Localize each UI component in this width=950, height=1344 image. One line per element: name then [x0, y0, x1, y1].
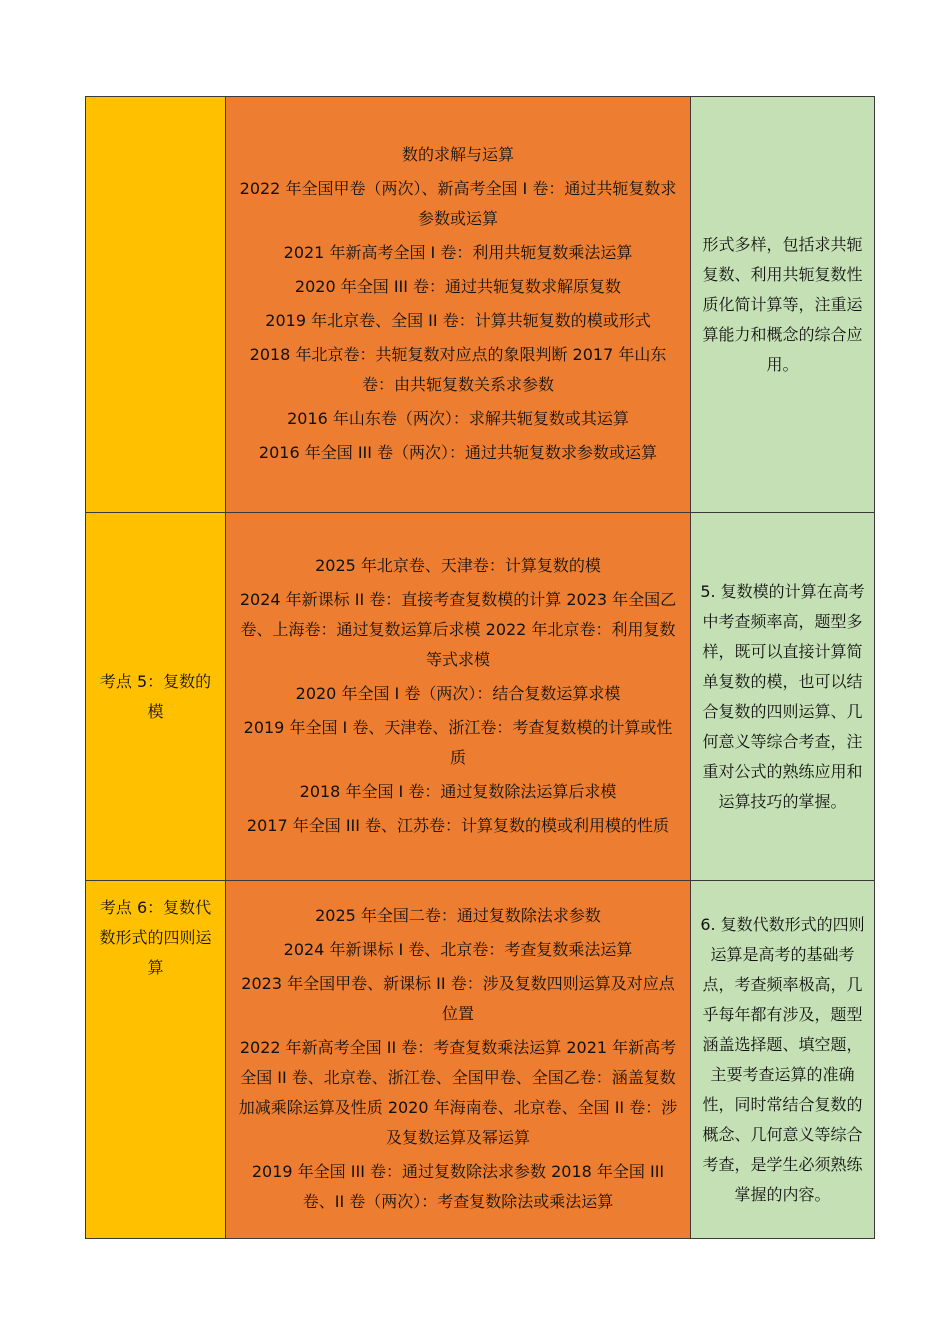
exam-item: 2016 年山东卷（两次）：求解共轭复数或其运算	[287, 408, 629, 428]
exam-item: 数的求解与运算	[401, 144, 514, 164]
analysis-text: 5. 复数模的计算在高考中考查频率高，题型多样，既可以直接计算简单复数的模，也可以结合复数的四则运算、几何意义等综合考查，注重对公式的熟练应用和运算技巧的掌握。	[700, 581, 865, 811]
exam-item: 2024 年新课标 II 卷：直接考查复数模的计算 2023 年全国乙卷、上海卷：通过复数运算后求模 2022 年北京卷：利用复数等式求模	[239, 589, 677, 669]
table-row	[86, 881, 875, 1239]
exam-item: 2025 年全国二卷：通过复数除法求参数	[315, 905, 601, 925]
exam-item: 2021 年新高考全国 Ⅰ 卷：利用共轭复数乘法运算	[283, 242, 633, 262]
topic-cell	[86, 881, 226, 1239]
exam-analysis-table	[85, 96, 875, 1239]
topic-cell	[86, 513, 226, 881]
analysis-cell	[691, 97, 875, 513]
analysis-cell	[691, 513, 875, 881]
exam-item: 2019 年北京卷、全国 II 卷：计算共轭复数的模或形式	[265, 310, 651, 330]
exam-item: 2019 年全国 III 卷：通过复数除法求参数 2018 年全国 III 卷、II 卷（两次）：考查复数除法或乘法运算	[251, 1161, 665, 1211]
exam-item: 2016 年全国 III 卷（两次）：通过共轭复数求参数或运算	[258, 442, 658, 462]
table-row	[86, 513, 875, 881]
exam-item: 2022 年新高考全国 II 卷：考查复数乘法运算 2021 年新高考全国 II 卷、北京卷、浙江卷、全国甲卷、全国乙卷：涵盖复数加减乘除运算及性质 2020 年海南卷、北京卷、全国 II 卷：涉及复数运算及幂运算	[238, 1037, 678, 1147]
exam-item: 2023 年全国甲卷、新课标 II 卷：涉及复数四则运算及对应点位置	[241, 973, 675, 1023]
topic-label: 考点 5：复数的模	[99, 671, 212, 721]
exam-list-cell	[226, 513, 691, 881]
exam-item: 2022 年全国甲卷（两次）、新高考全国 Ⅰ 卷：通过共轭复数求参数或运算	[239, 178, 677, 228]
exam-list-cell	[226, 881, 691, 1239]
exam-item: 2018 年全国 I 卷：通过复数除法运算后求模	[299, 781, 617, 801]
table-row	[86, 97, 875, 513]
exam-item: 2024 年新课标 Ⅰ 卷、北京卷：考查复数乘法运算	[283, 939, 633, 959]
analysis-text: 6. 复数代数形式的四则运算是高考的基础考点，考查频率极高，几乎每年都有涉及，题型涵盖选择题、填空题，主要考查运算的准确性，同时常结合复数的概念、几何意义等综合考查，是学生必须熟练掌握的内容。	[700, 914, 865, 1204]
analysis-cell	[691, 881, 875, 1239]
topic-label: 考点 6：复数代数形式的四则运算	[99, 898, 212, 977]
exam-item: 2018 年北京卷：共轭复数对应点的象限判断 2017 年山东卷：由共轭复数关系求参数	[249, 344, 667, 394]
analysis-text: 形式多样，包括求共轭复数、利用共轭复数性质化简计算等，注重运算能力和概念的综合应用。	[702, 234, 863, 374]
exam-item: 2020 年全国 III 卷：通过共轭复数求解原复数	[294, 276, 622, 296]
exam-item: 2017 年全国 III 卷、江苏卷：计算复数的模或利用模的性质	[246, 815, 670, 835]
exam-item: 2020 年全国 I 卷（两次）：结合复数运算求模	[295, 683, 621, 703]
exam-item: 2025 年北京卷、天津卷：计算复数的模	[315, 555, 601, 575]
topic-cell	[86, 97, 226, 513]
exam-list-cell	[226, 97, 691, 513]
topic-label	[86, 301, 225, 309]
exam-item: 2019 年全国 I 卷、天津卷、浙江卷：考查复数模的计算或性质	[243, 717, 673, 767]
